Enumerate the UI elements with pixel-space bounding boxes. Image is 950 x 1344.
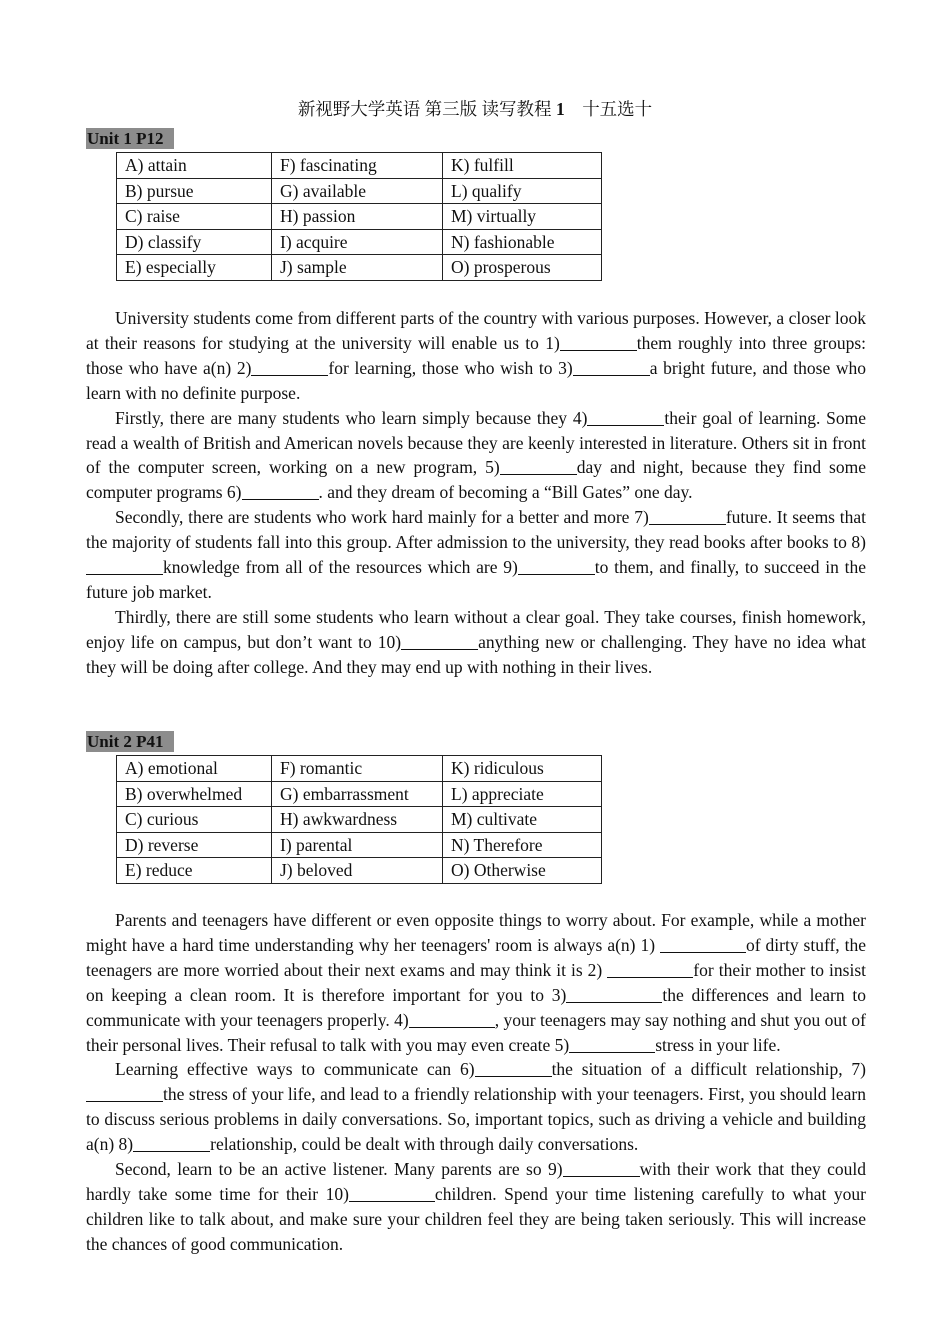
word-bank-row — [117, 756, 602, 782]
word-option: I) acquire — [272, 229, 443, 255]
answer-blank-10[interactable] — [349, 1183, 435, 1202]
passage-text: with their work that they could hardly take some time for their 10) — [86, 1159, 866, 1204]
word-option: G) embarrassment — [272, 781, 443, 807]
passage-text: Parents and teenagers have different or even opposite things to worry about. For example, while a mother might have a hard time understanding why her teenagers' room is always a(n) 1) — [86, 910, 866, 955]
answer-blank-3[interactable] — [573, 357, 650, 376]
unit2-word-bank — [116, 755, 602, 884]
passage-text: relationship, could be dealt with through daily conversations. — [210, 1134, 639, 1155]
word-bank-row — [117, 204, 602, 230]
answer-blank-5[interactable] — [569, 1034, 655, 1053]
word-option: E) reduce — [117, 858, 272, 884]
word-option: L) appreciate — [443, 781, 602, 807]
word-option: D) reverse — [117, 832, 272, 858]
passage-paragraph — [86, 306, 866, 406]
passage-paragraph — [86, 406, 866, 506]
passage-text: them roughly into three groups: those who have a(n) 2) — [86, 332, 866, 378]
passage-text: . and they dream of becoming a “Bill Gates” one day. — [318, 482, 693, 503]
answer-blank-4[interactable] — [409, 1009, 495, 1028]
answer-blank-6[interactable] — [475, 1059, 552, 1078]
answer-blank-1[interactable] — [560, 332, 637, 351]
passage-text: Secondly, there are students who work hard mainly for a better and more 7) — [115, 507, 649, 528]
book-number: 1 — [555, 99, 565, 119]
answer-blank-1[interactable] — [660, 934, 746, 953]
word-option: D) classify — [117, 229, 272, 255]
word-option: H) awkwardness — [272, 807, 443, 833]
word-bank-row — [117, 832, 602, 858]
answer-blank-2[interactable] — [607, 959, 693, 978]
word-option: F) fascinating — [272, 153, 443, 179]
word-option: N) fashionable — [443, 229, 602, 255]
word-option: K) ridiculous — [443, 756, 602, 782]
passage-text: children. Spend your time listening carefully to what your children like to talk about, and make sure your children feel they are being taken seriously. This will increase the chances of good communication. — [86, 1183, 867, 1254]
passage-paragraph — [86, 908, 866, 1057]
answer-blank-2[interactable] — [251, 357, 328, 376]
passage-text: the differences and learn to communicate with your teenagers properly. 4) — [86, 984, 866, 1030]
word-option: A) attain — [117, 153, 272, 179]
answer-blank-4[interactable] — [587, 407, 664, 426]
word-option: E) especially — [117, 255, 272, 281]
answer-blank-3[interactable] — [566, 984, 662, 1003]
word-option: I) parental — [272, 832, 443, 858]
passage-text: knowledge from all of the resources which are 9) — [163, 557, 518, 578]
passage-text: , your teenagers may say nothing and shut you out of their personal lives. Their refusal to talk with you may even create 5) — [86, 1009, 866, 1055]
passage-text: Second, learn to be an active listener. Many parents are so 9) — [115, 1159, 563, 1180]
page-title — [0, 96, 950, 121]
unit1-label: Unit 1 P12 — [86, 128, 174, 149]
passage-text: for their mother to insist on keeping a clean room. It is therefore important for you to 3) — [86, 959, 866, 1005]
word-option: N) Therefore — [443, 832, 602, 858]
answer-blank-5[interactable] — [500, 457, 577, 476]
word-option: C) raise — [117, 204, 272, 230]
answer-blank-10[interactable] — [401, 631, 478, 650]
word-option: K) fulfill — [443, 153, 602, 179]
title-subtitle: 十五选十 — [582, 99, 653, 119]
word-bank-row — [117, 858, 602, 884]
word-option: C) curious — [117, 807, 272, 833]
passage-text: the stress of your life, and lead to a friendly relationship with your teenagers. First, you should learn to discuss serious problems in daily conversations. So, important topics, such as driving a vehicle and building a(n) 8) — [86, 1084, 866, 1155]
passage-paragraph — [86, 505, 866, 605]
answer-blank-7[interactable] — [649, 507, 726, 526]
answer-blank-7[interactable] — [86, 1084, 163, 1103]
word-option: M) virtually — [443, 204, 602, 230]
passage-paragraph — [86, 605, 866, 680]
passage-text: their goal of learning. Some read a wealth of British and American novels because they are keenly interested in literature. Others sit in front of the computer screen, working on a new program, 5) — [86, 407, 866, 478]
passage-text: Learning effective ways to communicate can 6) — [115, 1059, 475, 1080]
passage-text: day and night, because they find some computer programs 6) — [86, 457, 866, 503]
answer-blank-8[interactable] — [133, 1134, 210, 1153]
word-option: O) prosperous — [443, 255, 602, 281]
unit2-label: Unit 2 P41 — [86, 731, 174, 752]
answer-blank-6[interactable] — [242, 482, 319, 501]
passage-text: stress in your life. — [655, 1034, 781, 1055]
passage-text: future. It seems that the majority of students fall into this group. After admission to the university, they read books after books to 8) — [86, 507, 867, 553]
unit1-word-bank — [116, 152, 602, 281]
unit1-passage — [86, 306, 866, 680]
word-bank-row — [117, 807, 602, 833]
word-option: O) Otherwise — [443, 858, 602, 884]
passage-text: Firstly, there are many students who learn simply because they 4) — [115, 407, 588, 428]
passage-text: to them, and finally, to succeed in the future job market. — [86, 557, 866, 602]
answer-blank-9[interactable] — [563, 1159, 640, 1178]
passage-text: of dirty stuff, the teenagers are more worried about their next exams and may think it is 2) — [86, 934, 866, 980]
word-bank-row — [117, 153, 602, 179]
word-bank-row — [117, 781, 602, 807]
passage-text: anything new or challenging. They have no idea what they will be doing after college. And they may end up with nothing in their lives. — [86, 631, 866, 677]
word-option: B) overwhelmed — [117, 781, 272, 807]
word-bank-row — [117, 229, 602, 255]
passage-paragraph — [86, 1157, 866, 1257]
word-bank-row — [117, 255, 602, 281]
word-option: A) emotional — [117, 756, 272, 782]
answer-blank-9[interactable] — [518, 557, 595, 576]
word-option: G) available — [272, 178, 443, 204]
word-option: B) pursue — [117, 178, 272, 204]
word-bank-row — [117, 178, 602, 204]
passage-text: for learning, those who wish to 3) — [328, 357, 573, 378]
passage-text: University students come from different parts of the country with various purposes. However, a closer look at their reasons for studying at the university will enable us to 1) — [86, 308, 866, 353]
word-option: L) qualify — [443, 178, 602, 204]
word-option: H) passion — [272, 204, 443, 230]
word-option: M) cultivate — [443, 807, 602, 833]
word-option: J) sample — [272, 255, 443, 281]
passage-text: a bright future, and those who learn with no definite purpose. — [86, 357, 866, 403]
passage-text: the situation of a difficult relationship, 7) — [551, 1059, 866, 1080]
word-option: J) beloved — [272, 858, 443, 884]
title-text: 新视野大学英语 第三版 读写教程 — [297, 99, 552, 119]
passage-paragraph — [86, 1057, 866, 1157]
word-option: F) romantic — [272, 756, 443, 782]
answer-blank-8[interactable] — [86, 557, 163, 576]
passage-text: Thirdly, there are still some students who learn without a clear goal. They take courses, finish homework, enjoy life on campus, but don’t want to 10) — [86, 606, 866, 652]
unit2-passage — [86, 908, 866, 1257]
